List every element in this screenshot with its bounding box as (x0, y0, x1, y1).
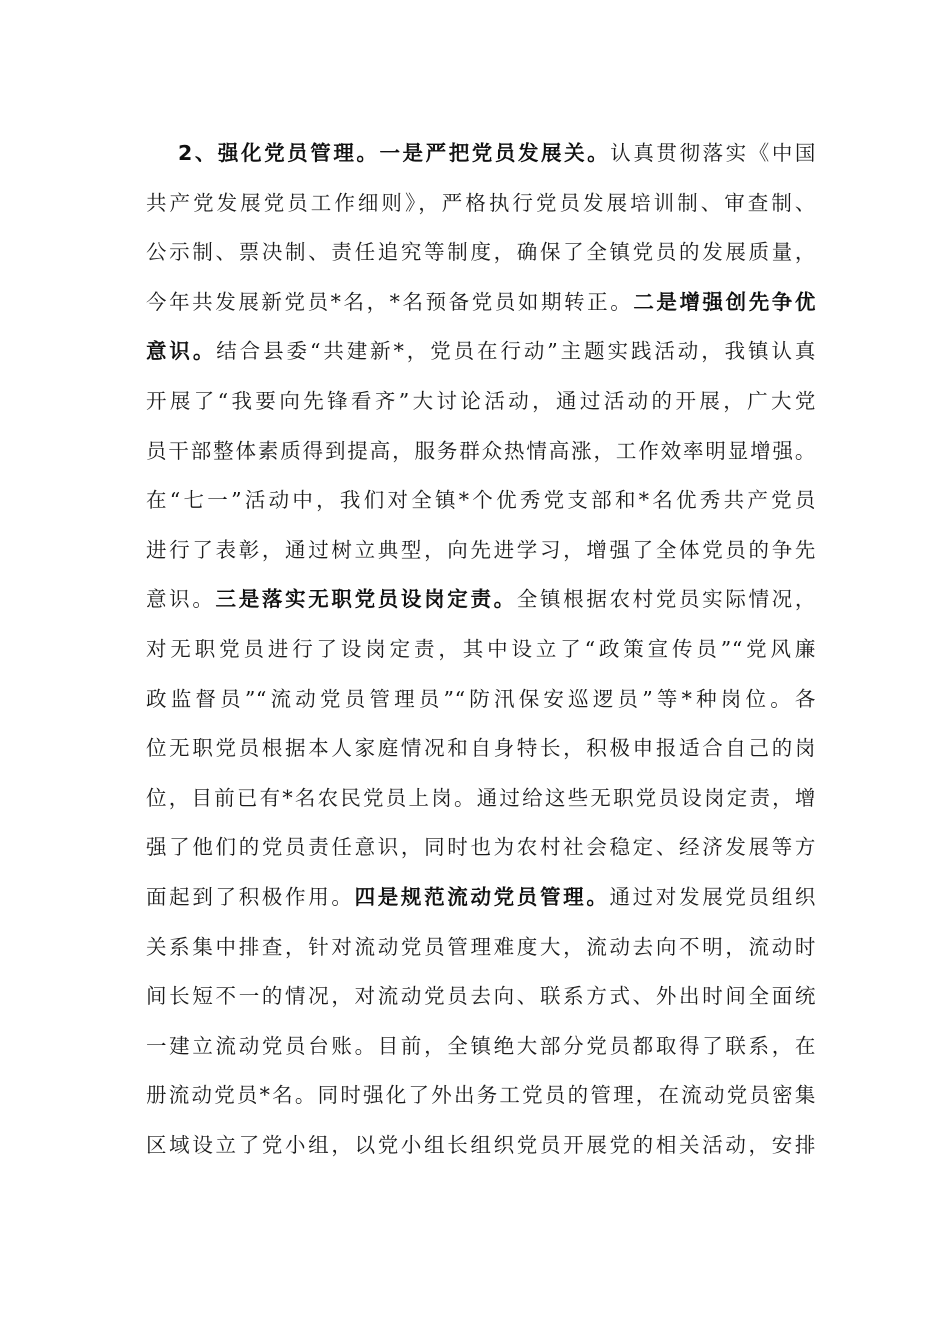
text-run: 在“七一”活动中，我们对全镇*个优秀党支部和*名优秀共产党员 (146, 488, 816, 513)
text-line (146, 384, 816, 418)
text-line (146, 682, 816, 716)
text-line (146, 632, 816, 666)
text-line (146, 830, 816, 864)
text-run: 通过对发展党员组织 (609, 885, 816, 909)
text-run: 员干部整体素质得到提高，服务群众热情高涨，工作效率明显增强。 (146, 438, 816, 463)
text-run: 认真贯彻落实《中国 (610, 141, 816, 165)
text-run: 结合县委“共建新*，党员在行动”主题实践活动，我镇认真 (216, 339, 816, 364)
text-run: 公示制、票决制、责任追究等制度，确保了全镇党员的发展质量， (146, 240, 816, 265)
text-line (146, 533, 816, 567)
text-line (146, 434, 816, 468)
text-run: 对无职党员进行了设岗定责，其中设立了“政策宣传员”“党风廉 (146, 637, 816, 661)
bold-heading-run: 意识。 (146, 339, 217, 364)
text-line (146, 186, 816, 220)
text-line (146, 483, 816, 517)
text-line (146, 1128, 816, 1162)
text-line (146, 880, 816, 914)
text-run: 强了他们的党员责任意识，同时也为农村社会稳定、经济发展等方 (146, 835, 816, 860)
text-line (146, 285, 816, 319)
text-run: 进行了表彰，通过树立典型，向先进学习，增强了全体党员的争先 (146, 537, 816, 562)
bold-heading-run: 二是增强创先争优 (633, 289, 816, 314)
text-line (146, 334, 816, 368)
text-line (146, 930, 816, 964)
text-run: 开展了“我要向先锋看齐”大讨论活动，通过活动的开展，广大党 (146, 389, 816, 413)
text-run: 一建立流动党员台账。目前，全镇绝大部分党员都取得了联系，在 (146, 1033, 816, 1058)
text-run: 位无职党员根据本人家庭情况和自身特长，积极申报适合自己的岗 (146, 736, 816, 761)
text-run: 位，目前已有*名农民党员上岗。通过给这些无职党员设岗定责，增 (146, 785, 816, 810)
text-run: 区域设立了党小组，以党小组长组织党员开展党的相关活动，安排 (146, 1133, 816, 1157)
text-run: 今年共发展新党员*名，*名预备党员如期转正。 (146, 289, 634, 314)
text-line (146, 582, 816, 616)
text-run: 全镇根据农村党员实际情况， (516, 587, 816, 612)
text-run: 关系集中排查，针对流动党员管理难度大，流动去向不明，流动时 (146, 934, 816, 959)
bold-heading-run: 2、强化党员管理。一是严把党员发展关。 (178, 141, 611, 165)
text-line (146, 1029, 816, 1063)
text-run: 册流动党员*名。同时强化了外出务工党员的管理，在流动党员密集 (146, 1083, 816, 1108)
bold-heading-run: 三是落实无职党员设岗定责。 (215, 587, 517, 612)
bold-heading-run: 四是规范流动党员管理。 (354, 885, 610, 909)
text-run: 政监督员”“流动党员管理员”“防汛保安巡逻员”等*种岗位。各 (146, 686, 816, 711)
text-line (146, 235, 816, 269)
text-line (146, 979, 816, 1013)
text-line (178, 136, 816, 170)
text-run: 共产党发展党员工作细则》，严格执行党员发展培训制、审查制、 (146, 190, 816, 215)
text-run: 意识。 (146, 587, 216, 612)
text-line (146, 1078, 816, 1112)
text-line (146, 781, 816, 815)
text-line (146, 731, 816, 765)
text-run: 间长短不一的情况，对流动党员去向、联系方式、外出时间全面统 (146, 984, 816, 1009)
text-run: 面起到了积极作用。 (146, 885, 355, 909)
